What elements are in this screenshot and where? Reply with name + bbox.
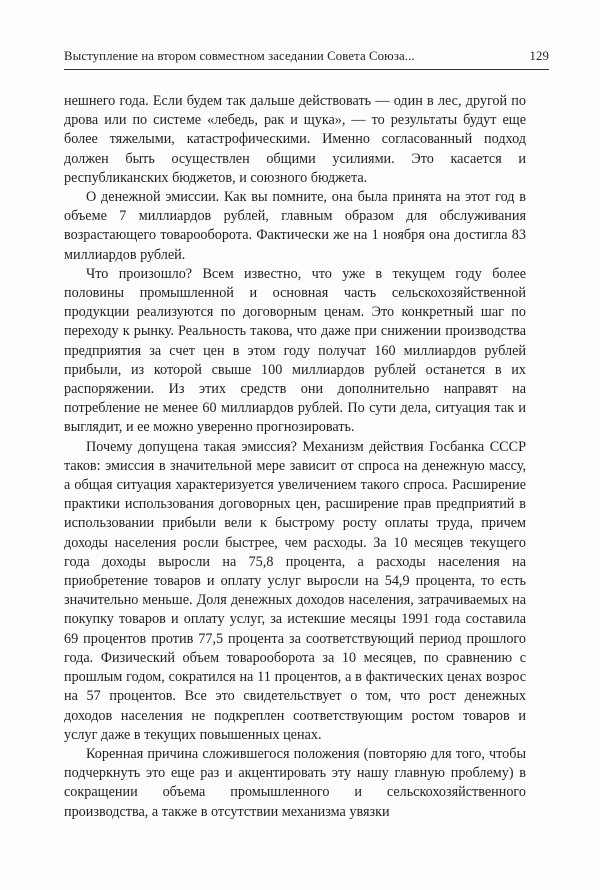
paragraph-money-emission: О денежной эмиссии. Как вы помните, она была принята на этот год в объеме 7 миллиардов рублей, главным образом для обслуживания возрастающего товарооборота. Фактически же на 1 ноября она достигла 83 миллиардов рублей.	[64, 189, 526, 263]
paragraph-continued: нешнего года. Если будем так дальше действовать — один в лес, другой по дрова или по системе «лебедь, рак и щука», — то результаты будут еще более тяжелыми, катастрофическими. Именно согласованный подход должен быть осуществлен общими усилиями. Это касается и республиканских бюджетов, и союзного бюджета.	[64, 93, 526, 186]
body-text	[64, 92, 526, 822]
running-header	[64, 48, 549, 64]
page-number: 129	[529, 49, 549, 63]
header-rule	[64, 69, 549, 70]
paragraph-root-cause: Коренная причина сложившегося положения (повторяю для того, чтобы подчеркнуть это еще раз и акцентировать эту нашу главную проблему) в сокращении объема промышленного и сельскохозяйственного производства, а также в отсутствии механизма увязки	[64, 745, 526, 820]
running-title: Выступление на втором совместном заседании Совета Союза...	[64, 49, 415, 63]
paragraph-why-emission: Почему допущена такая эмиссия? Механизм действия Госбанка СССР таков: эмиссия в значительной мере зависит от спроса на денежную массу, а общая ситуация характеризуется увеличением такого спроса. Расширение практики использования договорных цен, расширение прав предприятий в использовании прибыли вели к быстрому росту оплаты труда, причем доходы населения росли быстрее, чем расходы. За 10 месяцев текущего года доходы выросли на 75,8 процента, а расходы населения на приобретение товаров и оплату услуг выросли на 54,9 процента, то есть значительно меньше. Доля денежных доходов населения, затрачиваемых на покупку товаров и оплату услуг, за истекшие месяцы 1991 года составила 69 процентов против 77,5 процента за соответствующий период прошлого года. Физический объем товарооборота за 10 месяцев, по сравнению с прошлым годом, сократился на 11 процентов, а в фактических ценах возрос на 57 процентов. Все это свидетельствует о том, что рост денежных доходов населения не подкреплен соответствующим ростом товаров и услуг даже в текущих повышенных ценах.	[64, 438, 526, 743]
paragraph-what-happened: Что произошло? Всем известно, что уже в текущем году более половины промышленной и основная часть сельскохозяйственной продукции реализуются по договорным ценам. Это конкретный шаг по переходу к рынку. Реальность такова, что даже при снижении производства предприятия за счет цен в этом году получат 160 миллиардов рублей прибыли, из которой свыше 100 миллиардов рублей останется в их распоряжении. Из этих средств они дополнительно направят на потребление не менее 60 миллиардов рублей. По сути дела, ситуация так и выглядит, и ее можно уверенно прогнозировать.	[64, 265, 526, 436]
